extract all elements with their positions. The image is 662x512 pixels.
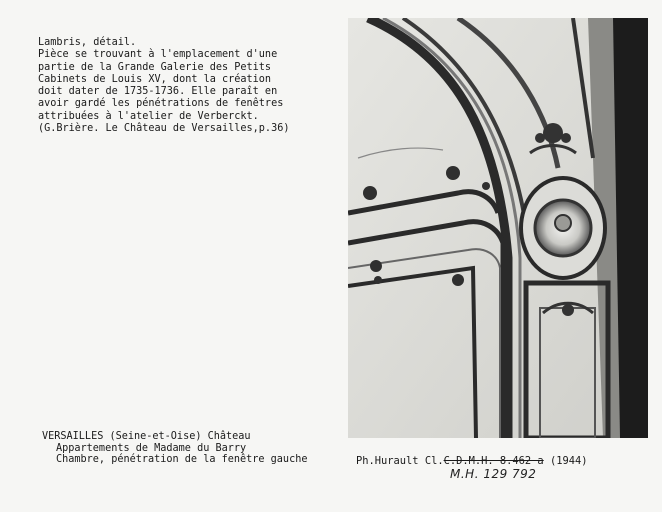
credit-year: (1944) xyxy=(549,455,588,467)
location-caption xyxy=(42,431,307,466)
caption-line: (G.Brière. Le Château de Versailles,p.36) xyxy=(38,123,290,135)
boiserie-photograph xyxy=(348,18,648,438)
handwritten-reference: M.H. 129 792 xyxy=(450,467,537,481)
caption-line: Lambris, détail. xyxy=(38,37,137,48)
location-line: Appartements de Madame du Barry xyxy=(56,442,247,454)
photographer: Ph.Hurault Cl. xyxy=(356,455,444,467)
caption-block xyxy=(38,37,338,135)
location-line: Chambre, pénétration de la fenêtre gauche xyxy=(56,454,308,466)
photo-credit xyxy=(356,455,588,467)
caption-line: partie de la Grande Galerie des Petits xyxy=(38,61,272,73)
location-line: VERSAILLES (Seine-et-Oise) Château xyxy=(42,431,251,442)
caption-line: attribuées à l'atelier de Verberckt. xyxy=(38,110,259,122)
caption-line: doit dater de 1735-1736. Elle paraît en xyxy=(38,86,278,98)
caption-line: avoir gardé les pénétrations de fenêtres xyxy=(38,98,284,110)
caption-line: Pièce se trouvant à l'emplacement d'une xyxy=(38,49,278,61)
struck-reference: C.D.M.H. 8.462 a xyxy=(443,455,544,467)
caption-line: Cabinets de Louis XV, dont la création xyxy=(38,73,272,85)
